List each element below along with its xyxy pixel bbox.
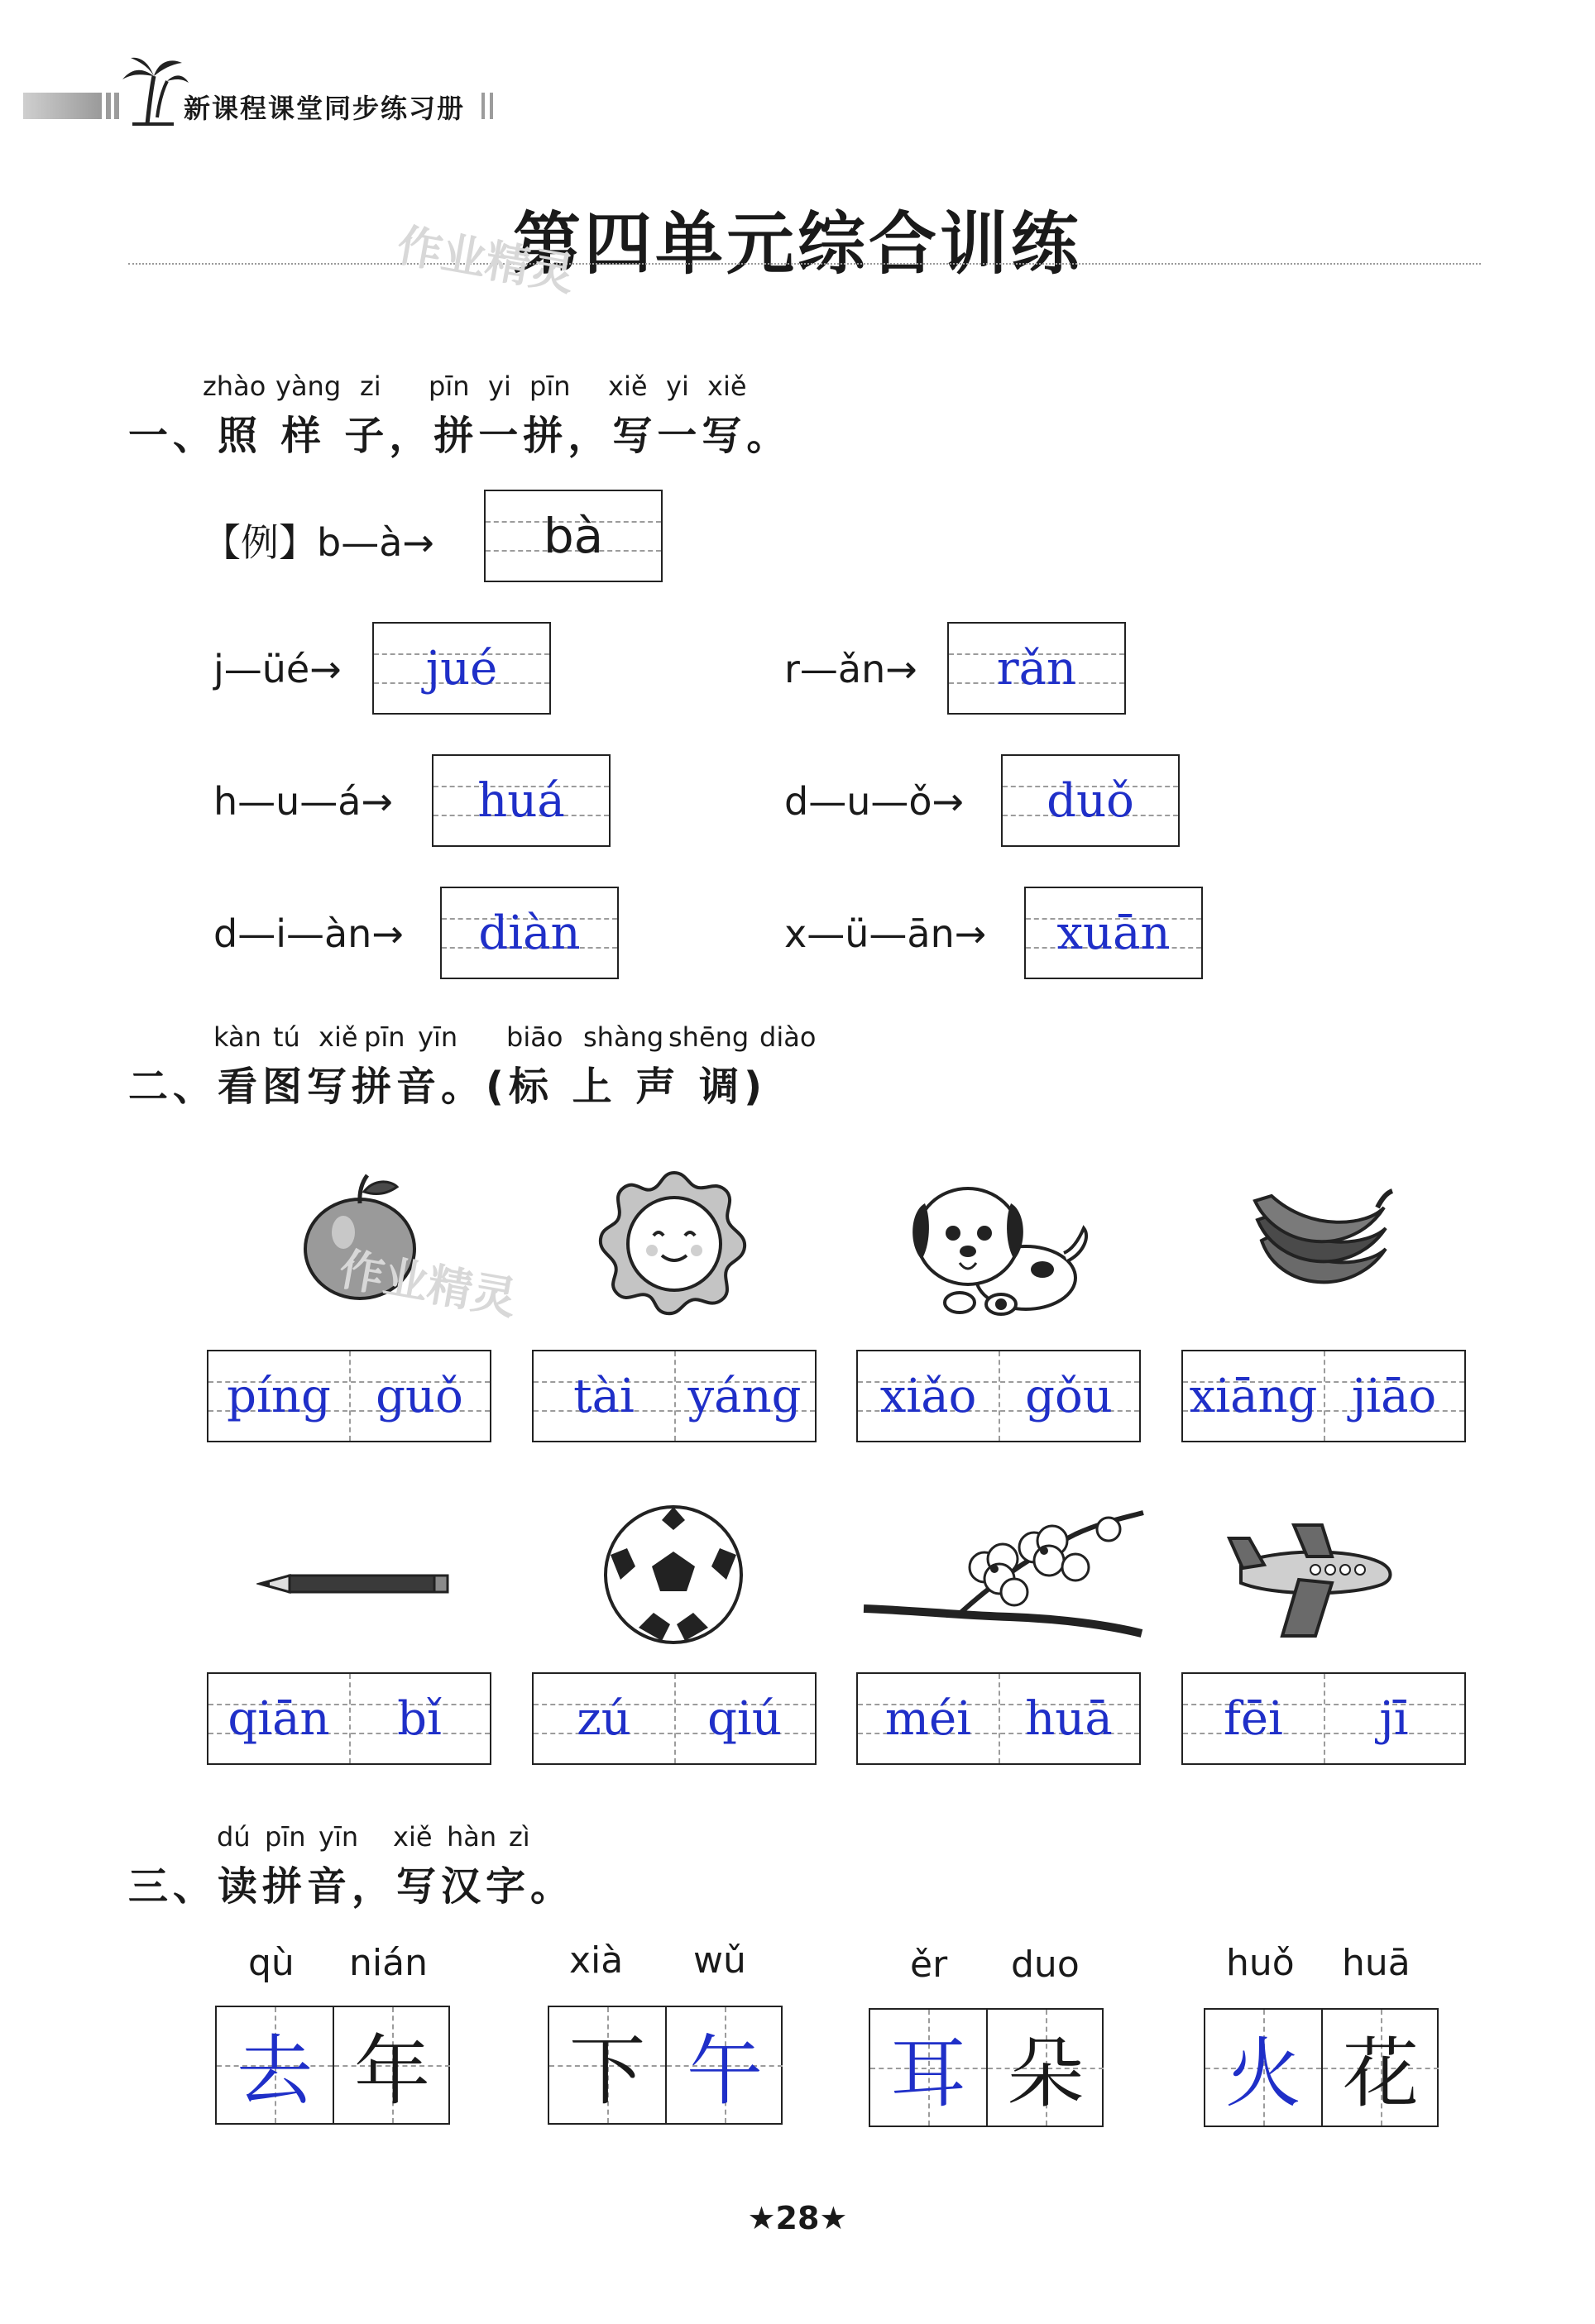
prompt-pinyin: huā — [1342, 1942, 1411, 1984]
answer-syllable: xiǎo — [879, 1369, 977, 1423]
heading-pinyin: pīn — [429, 371, 470, 402]
section-heading: 一、照 样 子，拼一拼，写一写。 — [128, 413, 792, 459]
heading-pinyin: zi — [360, 371, 381, 402]
spelling-label: r—ǎn→ — [784, 647, 917, 691]
answer-syllable: jī — [1379, 1691, 1409, 1746]
header-divider — [481, 93, 485, 119]
answer-character: 耳 — [889, 2030, 966, 2118]
pencil-icon — [256, 1567, 451, 1600]
answer-syllable: huā — [1025, 1691, 1113, 1746]
heading-pinyin: xiě — [319, 1021, 358, 1053]
answer-syllable: zú — [577, 1691, 631, 1746]
puppy-icon — [902, 1170, 1092, 1323]
heading-pinyin: zhào — [203, 371, 266, 402]
answer-character: 去 — [236, 2027, 313, 2116]
heading-pinyin: shēng — [668, 1021, 750, 1053]
heading-pinyin: yīn — [418, 1021, 458, 1053]
answer-box[interactable] — [532, 1350, 817, 1442]
answer-syllable: xiāng — [1189, 1369, 1318, 1423]
answer-syllable: jiāo — [1351, 1369, 1437, 1423]
answer-box[interactable] — [532, 1672, 817, 1765]
heading-pinyin: yīn — [319, 1821, 359, 1853]
unit-title: 第四单元综合训练 — [512, 204, 1082, 284]
heading-pinyin: pīn — [364, 1021, 405, 1053]
section-heading: 二、看图写拼音。(标 上 声 调) — [128, 1064, 768, 1110]
answer-text: huá — [477, 773, 565, 828]
answer-box[interactable] — [207, 1672, 491, 1765]
book-title: 新课程课堂同步练习册 — [184, 93, 466, 124]
answer-text: duǒ — [1047, 773, 1134, 828]
heading-pinyin: yi — [666, 371, 689, 402]
heading-pinyin: pīn — [529, 371, 571, 402]
answer-character: 朵 — [1007, 2030, 1084, 2118]
answer-syllable: fēi — [1224, 1691, 1283, 1746]
example-answer-box — [484, 490, 663, 582]
heading-pinyin: kàn — [213, 1021, 261, 1053]
prompt-pinyin: huǒ — [1226, 1942, 1295, 1984]
heading-pinyin: shàng — [583, 1021, 664, 1053]
section-heading: 三、读拼音，写汉字。 — [128, 1863, 576, 1910]
answer-character: 午 — [686, 2027, 763, 2116]
heading-pinyin: dú — [217, 1821, 251, 1853]
prompt-pinyin: ěr — [910, 1944, 948, 1986]
answer-box[interactable] — [1181, 1672, 1466, 1765]
answer-syllable: méi — [884, 1691, 972, 1746]
prompt-pinyin: qù — [248, 1942, 295, 1984]
banana-icon — [1245, 1183, 1394, 1307]
answer-character: 年 — [353, 2027, 430, 2116]
answer-box[interactable] — [856, 1672, 1141, 1765]
answer-box[interactable] — [947, 622, 1126, 715]
answer-syllable: tài — [573, 1369, 635, 1423]
heading-pinyin: xiě — [393, 1821, 433, 1853]
spelling-label: x—ü—ān→ — [784, 911, 987, 956]
answer-syllable: qiān — [228, 1691, 330, 1746]
answer-text: jué — [425, 641, 498, 696]
answer-box[interactable] — [1001, 754, 1180, 847]
watermark: 作业精灵 — [335, 1242, 521, 1326]
page-number: ★28★ — [747, 2200, 848, 2236]
heading-pinyin: zì — [509, 1821, 530, 1853]
character-box[interactable] — [548, 2006, 783, 2125]
heading-pinyin: diào — [759, 1021, 817, 1053]
character-box[interactable] — [869, 2008, 1104, 2127]
answer-character: 火 — [1224, 2030, 1301, 2118]
heading-pinyin: yàng — [275, 371, 342, 402]
spelling-label: d—i—àn→ — [213, 911, 404, 956]
answer-box[interactable] — [1024, 887, 1203, 979]
answer-box[interactable] — [432, 754, 611, 847]
plum-blossom-icon — [860, 1509, 1146, 1650]
palm-tree-logo-icon — [116, 51, 190, 126]
answer-box[interactable] — [1181, 1350, 1466, 1442]
heading-pinyin: hàn — [447, 1821, 497, 1853]
answer-syllable: bǐ — [397, 1691, 442, 1746]
watermark: 作业精灵 — [393, 218, 579, 302]
example-answer: bà — [543, 508, 604, 564]
answer-syllable: yáng — [687, 1369, 802, 1423]
answer-box[interactable] — [856, 1350, 1141, 1442]
answer-character: 下 — [568, 2027, 645, 2116]
character-box[interactable] — [215, 2006, 450, 2125]
prompt-pinyin: wǔ — [693, 1939, 746, 1982]
spelling-label: d—u—ǒ→ — [784, 779, 965, 824]
header-divider — [106, 93, 111, 119]
soccer-ball-icon — [602, 1504, 745, 1646]
heading-pinyin: yi — [488, 371, 511, 402]
character-box[interactable] — [1204, 2008, 1439, 2127]
heading-pinyin: tú — [273, 1021, 300, 1053]
example-label: 【例】b—à→ — [203, 520, 434, 565]
answer-syllable: guǒ — [376, 1369, 463, 1423]
heading-pinyin: pīn — [265, 1821, 306, 1853]
answer-box[interactable] — [440, 887, 619, 979]
airplane-icon — [1224, 1513, 1398, 1642]
heading-pinyin: xiě — [608, 371, 648, 402]
answer-syllable: píng — [227, 1369, 331, 1423]
spelling-label: j—üé→ — [213, 647, 342, 691]
header-divider — [490, 93, 493, 119]
heading-pinyin: biāo — [506, 1021, 563, 1053]
prompt-pinyin: xià — [569, 1939, 624, 1982]
answer-syllable: gǒu — [1025, 1369, 1113, 1423]
sun-icon — [596, 1166, 753, 1319]
header-band — [23, 93, 102, 119]
answer-character: 花 — [1342, 2030, 1419, 2118]
answer-text: rǎn — [996, 641, 1077, 696]
answer-text: xuān — [1056, 906, 1171, 960]
answer-box[interactable] — [207, 1350, 491, 1442]
heading-pinyin: xiě — [707, 371, 747, 402]
prompt-pinyin: nián — [349, 1942, 428, 1984]
answer-text: diàn — [478, 906, 581, 960]
title-rule — [128, 263, 1481, 265]
answer-box[interactable] — [372, 622, 551, 715]
answer-syllable: qiú — [707, 1691, 782, 1746]
spelling-label: h—u—á→ — [213, 779, 394, 824]
prompt-pinyin: duo — [1011, 1944, 1080, 1986]
